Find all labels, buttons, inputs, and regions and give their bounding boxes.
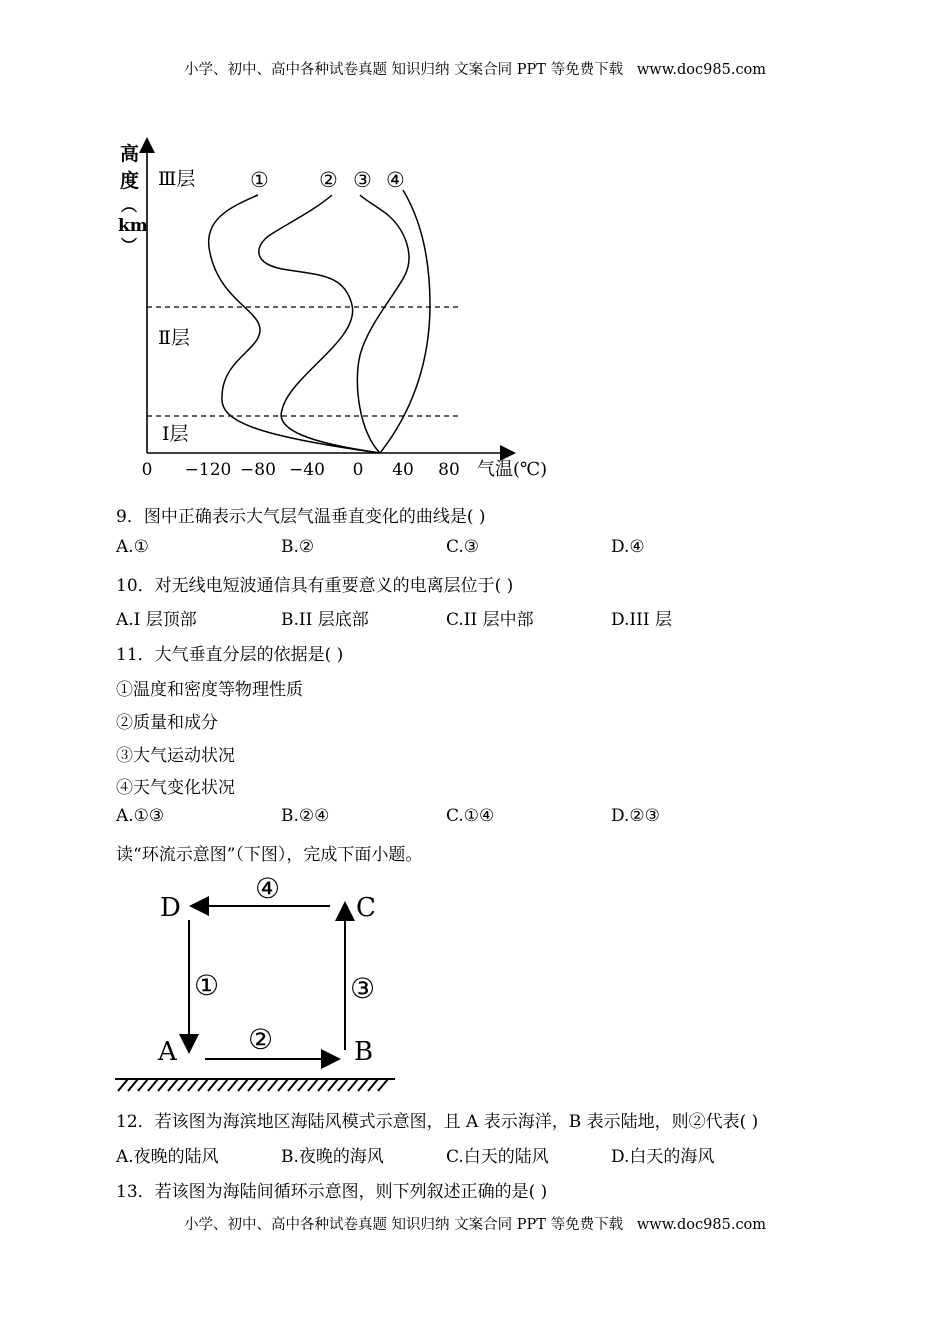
q12-option-c[interactable]: C.白天的陆风 — [446, 1147, 549, 1167]
curve-3-label: ③ — [353, 168, 372, 192]
corner-c: C — [356, 893, 376, 923]
x-axis-label: 气温(℃) — [477, 459, 548, 480]
layer-1-label: Ⅰ层 — [162, 423, 189, 445]
curve-3 — [357, 195, 409, 453]
y-label-1: 高 — [120, 143, 140, 165]
x-tick: 0 — [141, 460, 153, 480]
q11-item-2: ②质量和成分 — [116, 713, 218, 733]
q9-option-a[interactable]: A.① — [116, 537, 149, 557]
x-tick: 0 — [352, 460, 364, 480]
corner-a: A — [158, 1037, 177, 1067]
question-12-stem: 12．若该图为海滨地区海陆风模式示意图，且 A 表示海洋，B 表示陆地，则②代表( ) — [116, 1112, 759, 1132]
q11-option-a[interactable]: A.①③ — [116, 806, 165, 826]
ground-hatching — [118, 1079, 388, 1091]
q11-option-d[interactable]: D.②③ — [611, 806, 660, 826]
y-label-3: （ — [119, 197, 138, 214]
curve-4 — [380, 190, 430, 453]
y-label-2: 度 — [120, 170, 140, 192]
curve-2-label: ② — [319, 168, 338, 192]
circulation-diagram — [110, 865, 410, 1095]
curve-4-label: ④ — [386, 168, 405, 192]
x-tick: −120 — [184, 460, 232, 480]
label-1: ① — [194, 969, 220, 1002]
curve-1 — [209, 195, 380, 453]
q11-item-1: ①温度和密度等物理性质 — [116, 680, 303, 700]
q11-item-4: ④天气变化状况 — [116, 778, 235, 798]
q11-item-3: ③大气运动状况 — [116, 746, 235, 766]
intro-text: 读“环流示意图”（下图），完成下面小题。 — [116, 845, 423, 865]
question-9-stem: 9．图中正确表示大气层气温垂直变化的曲线是( ) — [116, 507, 486, 527]
page-header: 小学、初中、高中各种试卷真题 知识归纳 文案合同 PPT 等免费下载 www.doc985.com — [183, 62, 767, 78]
q9-option-b[interactable]: B.② — [281, 537, 315, 557]
atmosphere-temperature-chart — [110, 135, 570, 485]
q10-option-b[interactable]: B.II 层底部 — [281, 610, 369, 630]
q10-option-c[interactable]: C.II 层中部 — [446, 610, 534, 630]
q9-option-c[interactable]: C.③ — [446, 537, 480, 557]
q11-option-c[interactable]: C.①④ — [446, 806, 495, 826]
question-11-stem: 11．大气垂直分层的依据是( ) — [116, 645, 344, 665]
q10-option-a[interactable]: A.I 层顶部 — [116, 610, 197, 630]
q10-option-d[interactable]: D.III 层 — [611, 610, 672, 630]
x-tick: 80 — [438, 460, 460, 480]
q9-option-d[interactable]: D.④ — [611, 537, 645, 557]
label-4: ④ — [255, 872, 281, 905]
page-footer: 小学、初中、高中各种试卷真题 知识归纳 文案合同 PPT 等免费下载 www.doc985.com — [183, 1217, 767, 1233]
q12-option-b[interactable]: B.夜晚的海风 — [281, 1147, 384, 1167]
y-label-4: km — [118, 216, 148, 236]
x-tick: −40 — [289, 460, 325, 480]
question-10-stem: 10．对无线电短波通信具有重要意义的电离层位于( ) — [116, 576, 514, 596]
corner-b: B — [354, 1037, 374, 1067]
q12-option-a[interactable]: A.夜晚的陆风 — [116, 1147, 219, 1167]
curve-1-label: ① — [250, 168, 269, 192]
label-3: ③ — [350, 972, 376, 1005]
q12-option-d[interactable]: D.白天的海风 — [611, 1147, 715, 1167]
x-tick: −80 — [240, 460, 276, 480]
label-2: ② — [248, 1023, 274, 1056]
layer-3-label: Ⅲ层 — [158, 168, 196, 190]
q11-option-b[interactable]: B.②④ — [281, 806, 330, 826]
question-13-stem: 13．若该图为海陆间循环示意图，则下列叙述正确的是( ) — [116, 1182, 548, 1202]
corner-d: D — [160, 893, 181, 923]
x-tick: 40 — [392, 460, 414, 480]
y-label-5: ） — [119, 237, 138, 254]
layer-2-label: Ⅱ层 — [158, 327, 190, 349]
